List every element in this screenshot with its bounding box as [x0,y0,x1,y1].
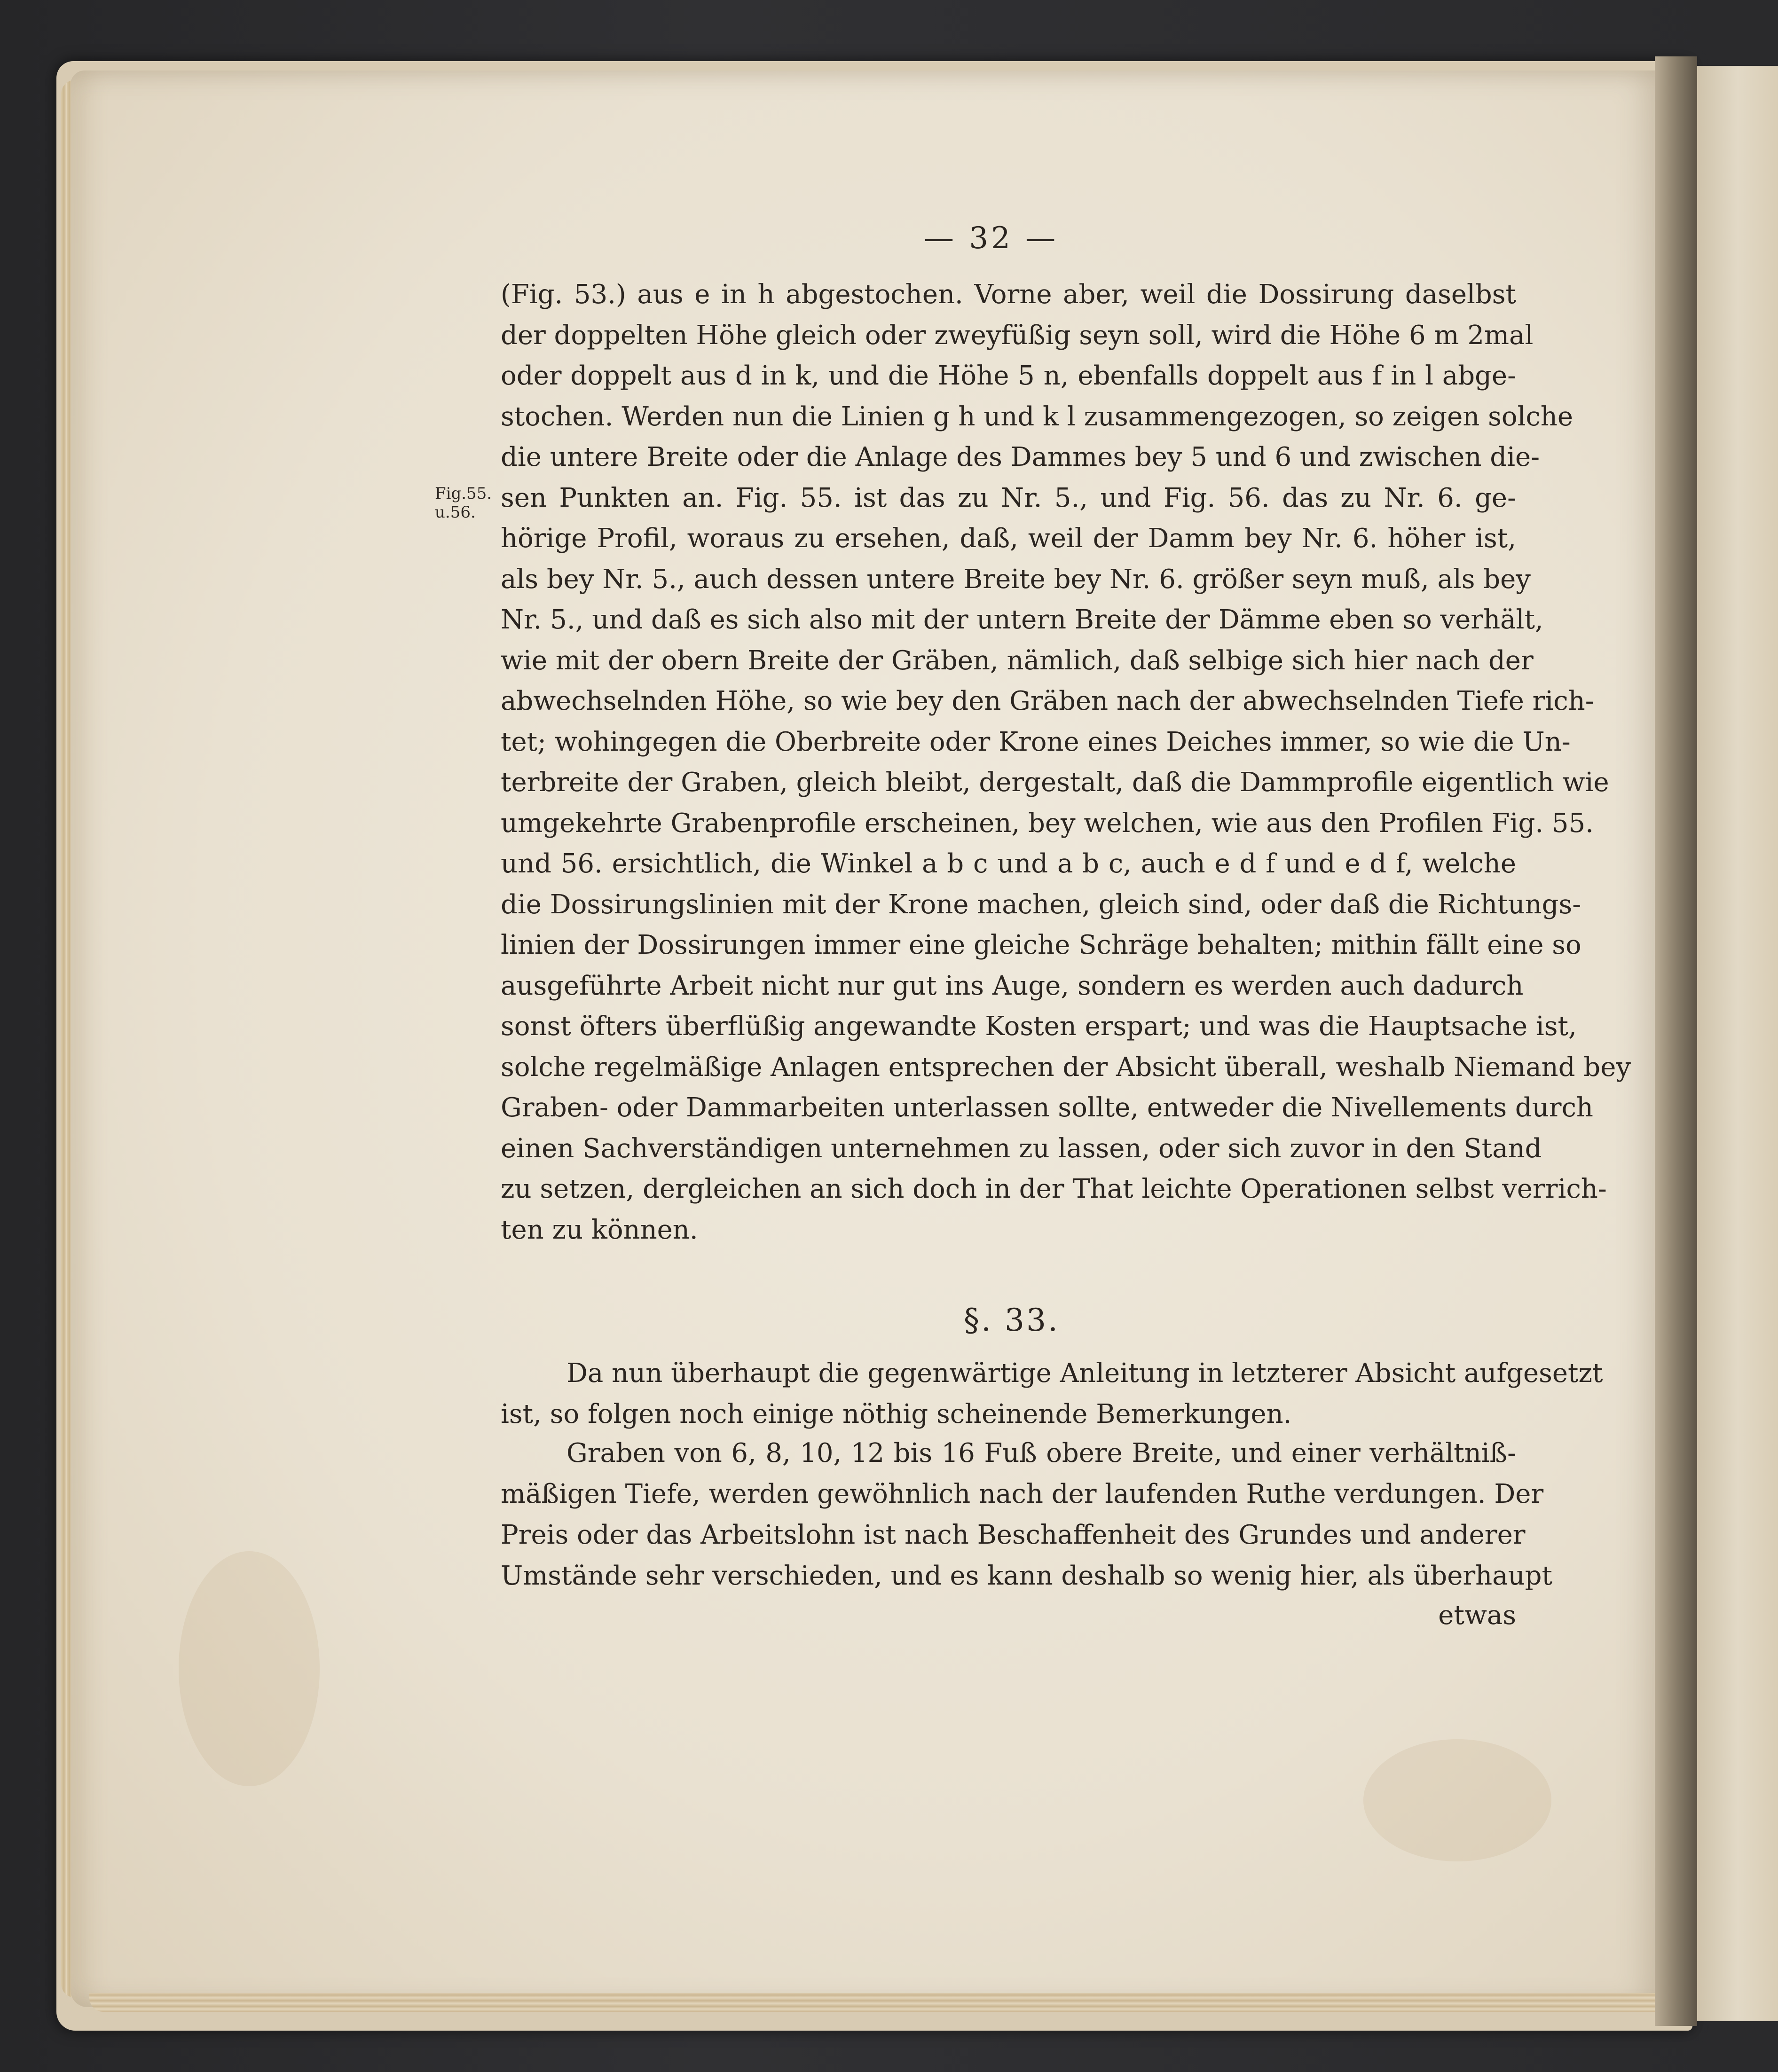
text-line: einen Sachverständigen unternehmen zu lassen, oder sich zuvor in den Stand [501,1133,1542,1164]
text-line: die Dossirungslinien mit der Krone machen, gleich sind, oder daß die Richtungs- [501,889,1581,920]
text-line: Preis oder das Arbeitslohn ist nach Beschaffenheit des Grundes und anderer [501,1520,1526,1550]
text-line: ten zu können. [501,1214,698,1245]
text-line: wie mit der obern Breite der Gräben, nämlich, daß selbige sich hier nach der [501,645,1534,676]
catchword: etwas [1438,1600,1516,1631]
text-line: abwechselnden Höhe, so wie bey den Gräben nach der abwechselnden Tiefe rich- [501,686,1594,716]
text-line: zu setzen, dergleichen an sich doch in der That leichte Operationen selbst verrich- [501,1174,1607,1204]
facing-page-edge [1697,66,1778,2021]
book-gutter [1655,56,1697,2026]
text-line: Nr. 5., und daß es sich also mit der untern Breite der Dämme eben so verhält, [501,604,1543,635]
text-line: Graben von 6, 8, 10, 12 bis 16 Fuß obere Breite, und einer verhältniß- [566,1438,1516,1468]
margin-note: Fig.55. u.56. [435,484,492,522]
text-line: tet; wohingegen die Oberbreite oder Krone eines Deiches immer, so wie die Un- [501,726,1571,757]
text-line: und 56. ersichtlich, die Winkel a b c und a b c, auch e d f und e d f, welche [501,848,1516,879]
page-edges-bottom [89,1993,1660,2012]
text-line: sen Punkten an. Fig. 55. ist das zu Nr. 5., und Fig. 56. das zu Nr. 6. ge- [501,482,1516,513]
text-line: umgekehrte Grabenprofile erscheinen, bey welchen, wie aus den Profilen Fig. 55. [501,808,1594,839]
text-line: Graben- oder Dammarbeiten unterlassen sollte, entweder die Nivellements durch [501,1092,1593,1123]
text-line: ist, so folgen noch einige nöthig scheinende Bemerkungen. [501,1399,1292,1429]
text-line: die untere Breite oder die Anlage des Dammes bey 5 und 6 und zwischen die- [501,442,1540,472]
text-line: Umstände sehr verschieden, und es kann deshalb so wenig hier, als überhaupt [501,1561,1552,1591]
text-line: terbreite der Graben, gleich bleibt, dergestalt, daß die Dammprofile eigentlich wie [501,767,1609,798]
text-line: hörige Profil, woraus zu ersehen, daß, weil der Damm bey Nr. 6. höher ist, [501,523,1516,554]
section-heading: §. 33. [964,1302,1060,1338]
text-line: solche regelmäßige Anlagen entsprechen der Absicht überall, weshalb Niemand bey [501,1052,1631,1083]
text-line: als bey Nr. 5., auch dessen untere Breite bey Nr. 6. größer seyn muß, als bey [501,564,1531,595]
text-line: mäßigen Tiefe, werden gewöhnlich nach der laufenden Ruthe verdungen. Der [501,1479,1544,1509]
text-line: oder doppelt aus d in k, und die Höhe 5 n, ebenfalls doppelt aus f in l abge- [501,361,1516,391]
paper-stain [179,1551,320,1786]
text-line: sonst öfters überflüßig angewandte Kosten erspart; und was die Hauptsache ist, [501,1011,1577,1042]
text-line: Da nun überhaupt die gegenwärtige Anleitung in letzterer Absicht aufgesetzt [566,1358,1603,1389]
text-line: (Fig. 53.) aus e in h abgestochen. Vorne aber, weil die Dossirung daselbst [501,279,1516,310]
paper-stain [1363,1739,1551,1861]
text-line: linien der Dossirungen immer eine gleiche Schräge behalten; mithin fällt eine so [501,930,1581,960]
text-line: der doppelten Höhe gleich oder zweyfüßig seyn soll, wird die Höhe 6 m 2mal [501,320,1534,351]
text-line: ausgeführte Arbeit nicht nur gut ins Auge, sondern es werden auch dadurch [501,970,1524,1001]
page-header: — 32 — [924,221,1059,256]
text-line: stochen. Werden nun die Linien g h und k l zusammengezogen, so zeigen solche [501,401,1573,432]
